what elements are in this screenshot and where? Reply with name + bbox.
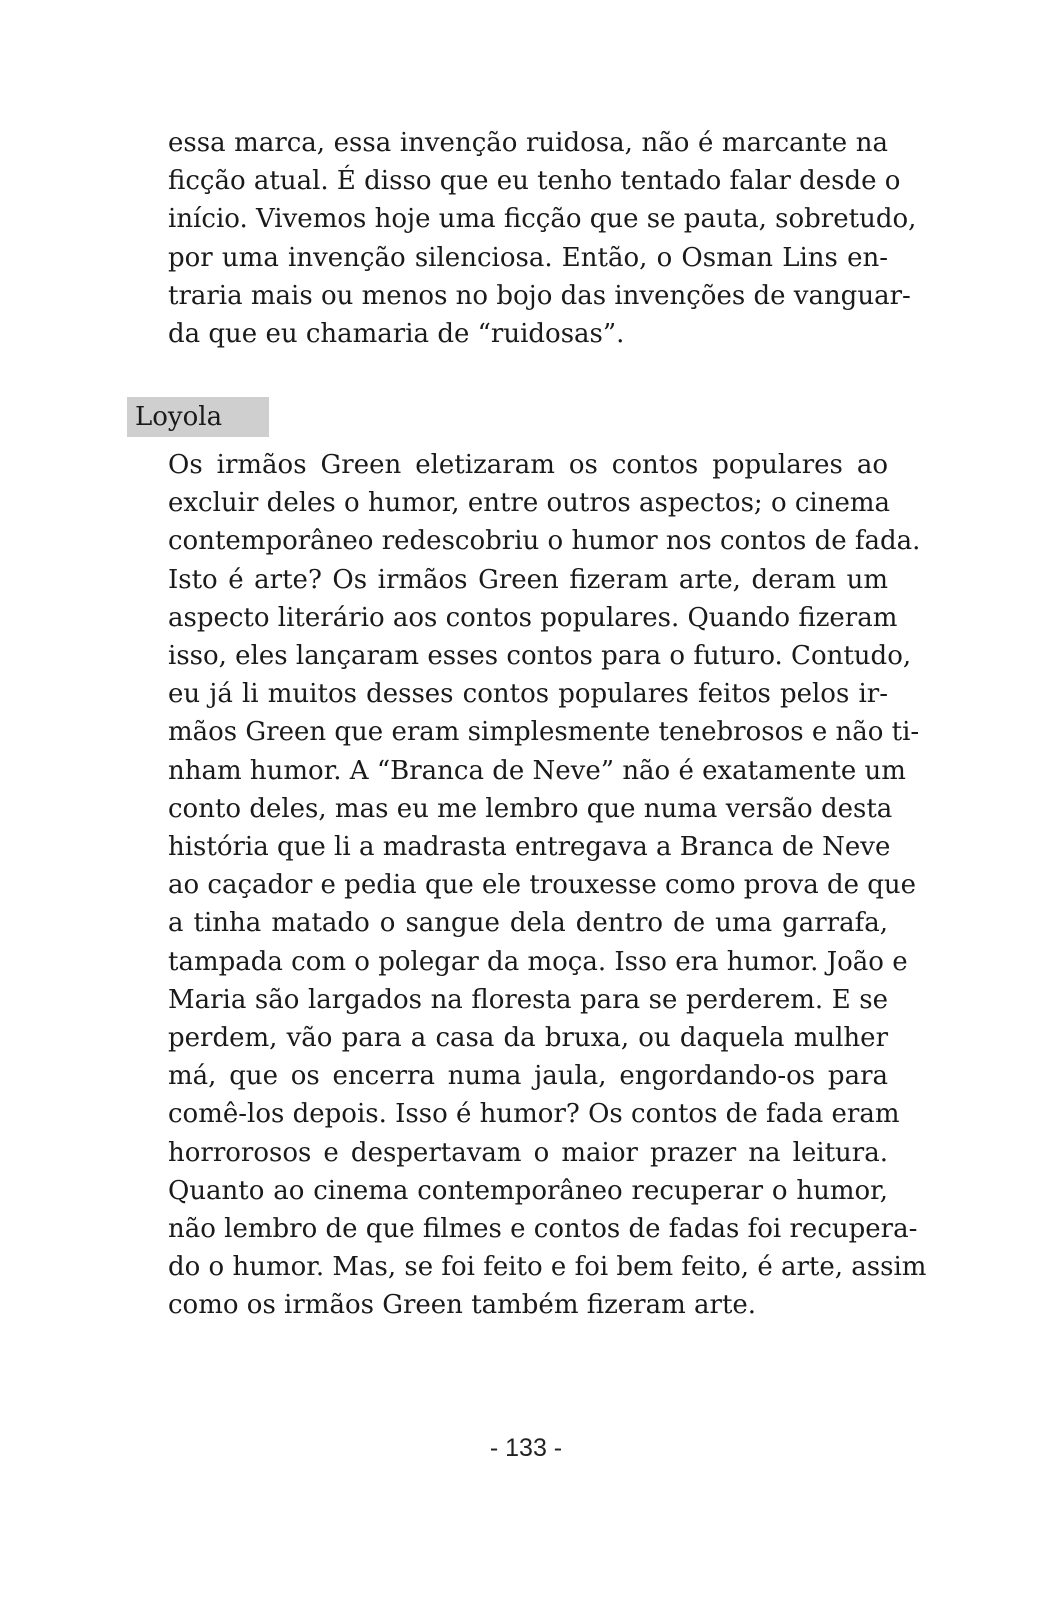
text-line: traria mais ou menos no bojo das invenções de vanguar- [168, 280, 911, 311]
text-line: Maria são largados na floresta para se perderem. E se [168, 984, 888, 1015]
text-line: Isto é arte? Os irmãos Green fizeram arte, deram um [168, 564, 888, 595]
text-line: a tinha matado o sangue dela dentro de uma garrafa, [168, 908, 888, 939]
speaker-label: Loyola [127, 397, 269, 437]
text-line: tampada com o polegar da moça. Isso era humor. João e [168, 946, 908, 977]
text-line: Os irmãos Green eletizaram os contos populares ao [168, 450, 888, 480]
text-line: Quanto ao cinema contemporâneo recuperar o humor, [168, 1175, 888, 1206]
paragraph-loyola-answer [168, 446, 927, 1325]
text-line: isso, eles lançaram esses contos para o futuro. Contudo, [168, 641, 912, 672]
text-line: não lembro de que filmes e contos de fadas foi recupera- [168, 1214, 918, 1245]
text-line: como os irmãos Green também fizeram arte. [168, 1290, 757, 1321]
text-line: essa marca, essa invenção ruidosa, não é marcante na [168, 128, 888, 158]
text-line: ficção atual. É disso que eu tenho tentado falar desde o [168, 166, 901, 197]
text-line: conto deles, mas eu me lembro que numa versão desta [168, 793, 893, 824]
text-line: da que eu chamaria de “ruidosas”. [168, 319, 625, 350]
text-line: do o humor. Mas, se foi feito e foi bem feito, é arte, assim [168, 1252, 927, 1283]
text-line: nham humor. A “Branca de Neve” não é exatamente um [168, 755, 906, 786]
text-line: má, que os encerra numa jaula, engordando-os para [168, 1061, 888, 1092]
text-line: comê-los depois. Isso é humor? Os contos de fada eram [168, 1099, 900, 1130]
text-line: história que li a madrasta entregava a Branca de Neve [168, 832, 891, 863]
text-line: ao caçador e pedia que ele trouxesse como prova de que [168, 870, 917, 901]
text-line: eu já li muitos desses contos populares feitos pelos ir- [168, 679, 888, 710]
text-line: início. Vivemos hoje uma ficção que se pauta, sobretudo, [168, 204, 917, 235]
text-line: aspecto literário aos contos populares. Quando fizeram [168, 602, 898, 633]
text-line: horrorosos e despertavam o maior prazer na leitura. [168, 1137, 888, 1168]
text-line: mãos Green que eram simplesmente tenebrosos e não ti- [168, 717, 920, 748]
paragraph-continuation [168, 124, 917, 353]
page-number: - 133 - [489, 1434, 563, 1462]
text-line: excluir deles o humor, entre outros aspectos; o cinema [168, 488, 891, 519]
text-line: por uma invenção silenciosa. Então, o Osman Lins en- [168, 242, 888, 273]
text-line: perdem, vão para a casa da bruxa, ou daquela mulher [168, 1023, 888, 1054]
text-line: contemporâneo redescobriu o humor nos contos de fada. [168, 526, 921, 557]
